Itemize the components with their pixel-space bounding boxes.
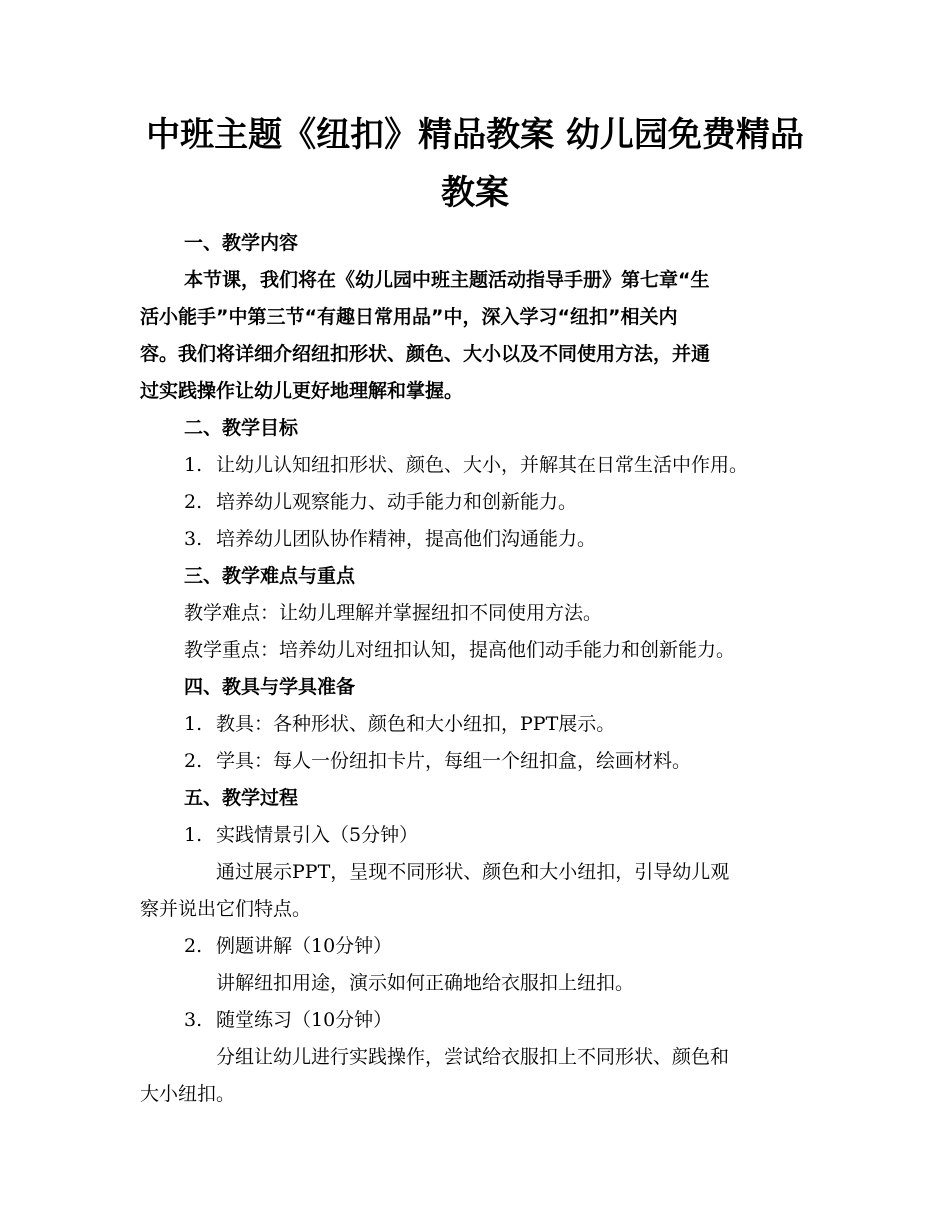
section1-paragraph-line: 容。我们将详细介绍纽扣形状、颜色、大小以及不同使用方法，并通 bbox=[140, 343, 711, 365]
materials-text: 学具：每人一份纽扣卡片，每组一个纽扣盒，绘画材料。 bbox=[216, 750, 692, 772]
section-heading-process: 五、教学过程 bbox=[184, 787, 299, 809]
step-title-text: 例题讲解（10分钟） bbox=[216, 935, 393, 957]
process-step-desc: 大小纽扣。 bbox=[140, 1083, 236, 1105]
list-number: 3. bbox=[184, 528, 203, 550]
objective-item bbox=[140, 452, 864, 478]
objective-text: 培养幼儿观察能力、动手能力和创新能力。 bbox=[216, 491, 578, 513]
materials-item bbox=[140, 711, 864, 737]
focus-line: 教学重点：培养幼儿对纽扣认知，提高他们动手能力和创新能力。 bbox=[184, 639, 736, 661]
list-number: 1. bbox=[184, 713, 203, 735]
section-heading-key-points: 三、教学难点与重点 bbox=[184, 565, 356, 587]
materials-text: 教具：各种形状、颜色和大小纽扣，PPT展示。 bbox=[216, 713, 616, 735]
step-title-text: 随堂练习（10分钟） bbox=[216, 1009, 393, 1031]
list-number: 2. bbox=[184, 935, 203, 957]
objective-item bbox=[140, 489, 864, 515]
process-step-desc: 分组让幼儿进行实践操作，尝试给衣服扣上不同形状、颜色和 bbox=[216, 1046, 730, 1068]
process-step-desc: 通过展示PPT，呈现不同形状、颜色和大小纽扣，引导幼儿观 bbox=[216, 861, 730, 883]
process-step-desc: 察并说出它们特点。 bbox=[140, 898, 312, 920]
objective-text: 培养幼儿团队协作精神，提高他们沟通能力。 bbox=[216, 528, 597, 550]
materials-item bbox=[140, 748, 864, 774]
list-number: 1. bbox=[184, 824, 203, 846]
section1-paragraph-line: 过实践操作让幼儿更好地理解和掌握。 bbox=[140, 380, 464, 402]
section1-paragraph-line: 活小能手”中第三节“有趣日常用品”中，深入学习“纽扣”相关内 bbox=[140, 306, 678, 328]
section-heading-materials: 四、教具与学具准备 bbox=[184, 676, 356, 698]
list-number: 2. bbox=[184, 491, 203, 513]
step-title-text: 实践情景引入（5分钟） bbox=[216, 824, 419, 846]
section1-paragraph-line: 本节课，我们将在《幼儿园中班主题活动指导手册》第七章“生 bbox=[184, 269, 710, 291]
section-heading-content: 一、教学内容 bbox=[184, 232, 299, 254]
process-step-title bbox=[140, 1007, 864, 1033]
process-step-desc: 讲解纽扣用途，演示如何正确地给衣服扣上纽扣。 bbox=[216, 972, 635, 994]
document-title-line-2: 教案 bbox=[441, 173, 509, 213]
process-step-title bbox=[140, 822, 864, 848]
list-number: 2. bbox=[184, 750, 203, 772]
list-number: 3. bbox=[184, 1009, 203, 1031]
document-title-line-1: 中班主题《纽扣》精品教案 幼儿园免费精品 bbox=[146, 115, 804, 155]
list-number: 1. bbox=[184, 454, 203, 476]
objective-item bbox=[140, 526, 864, 552]
objective-text: 让幼儿认知纽扣形状、颜色、大小，并解其在日常生活中作用。 bbox=[216, 454, 749, 476]
difficulty-line: 教学难点：让幼儿理解并掌握纽扣不同使用方法。 bbox=[184, 602, 603, 624]
section-heading-objectives: 二、教学目标 bbox=[184, 417, 299, 439]
process-step-title bbox=[140, 933, 864, 959]
